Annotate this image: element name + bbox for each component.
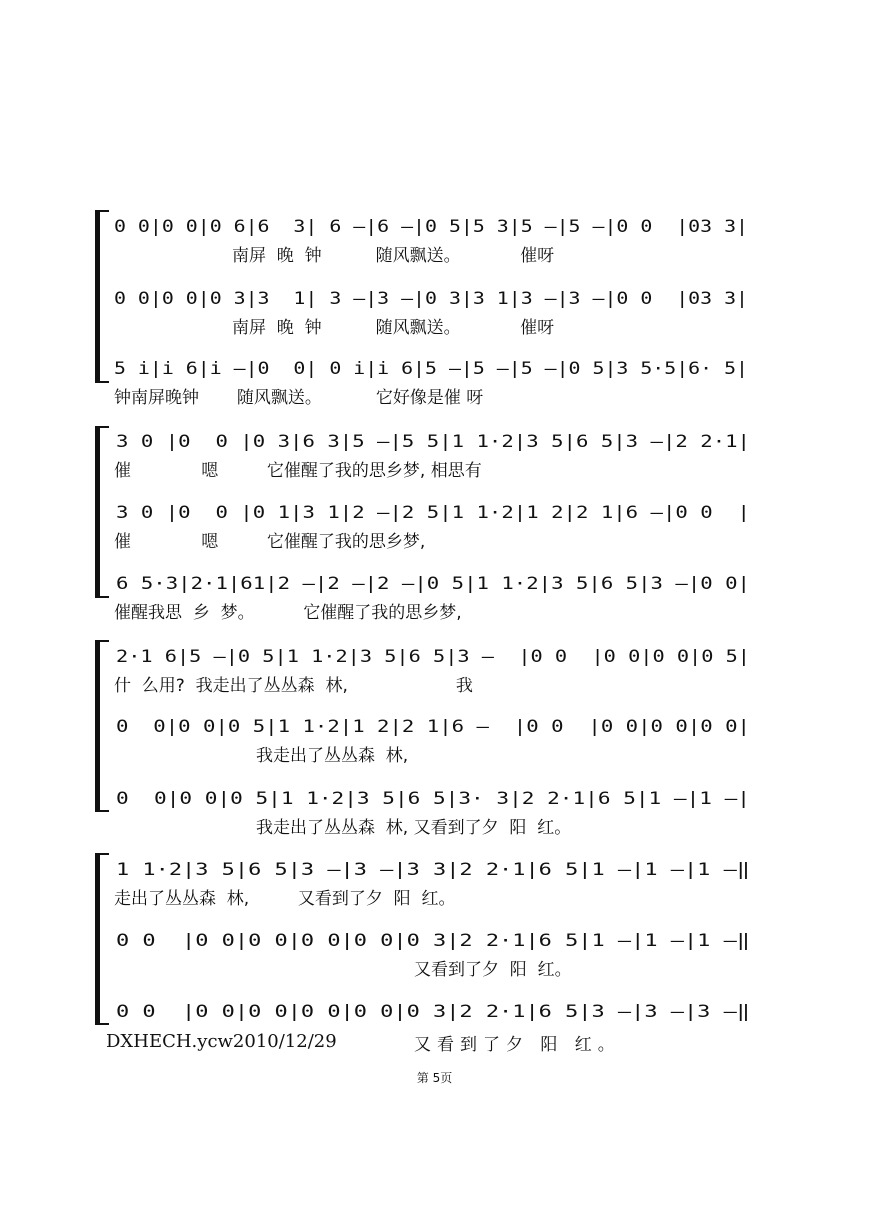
- notation-line: 0 0|0 0|0 5|1 1·2|3 5|6 5|3· 3|2 2·1|6 5|1 –|1 –|: [116, 789, 750, 809]
- lyric-line: 钟南屏晚钟 随风飘送。 它好像是催 呀: [114, 388, 484, 408]
- notation-line: 0 0|0 0|0 5|1 1·2|1 2|2 1|6 – |0 0 |0 0|0 0|0 0|: [116, 717, 750, 737]
- lyric-2-1: [0, 459, 869, 487]
- staff-1-2: [0, 287, 869, 315]
- lyric-4-2: [0, 958, 869, 986]
- lyric-line: 催醒我思 乡 梦。 它催醒了我的思乡梦,: [114, 603, 462, 623]
- lyric-1-1: [0, 244, 869, 272]
- notation-line: 0 0 |0 0|0 0|0 0|0 0|0 3|2 2·1|6 5|1 –|1 –|1 –‖: [116, 931, 750, 951]
- staff-2-1: [0, 430, 869, 458]
- lyric-1-2: [0, 316, 869, 344]
- lyric-line: 我走出了丛丛森 林, 又看到了夕 阳 红。: [256, 818, 572, 838]
- lyric-3-1: [0, 674, 869, 702]
- notation-line: 3 0 |0 0 |0 3|6 3|5 –|5 5|1 1·2|3 5|6 5|3 –|2 2·1|: [116, 432, 750, 452]
- lyric-line: 我走出了丛丛森 林,: [256, 746, 409, 766]
- staff-3-1: [0, 645, 869, 673]
- lyric-line: 又看到了夕 阳 红。: [414, 960, 572, 980]
- staff-2-3: [0, 572, 869, 600]
- page-number: 第 5页: [416, 1071, 453, 1085]
- notation-line: 1 1·2|3 5|6 5|3 –|3 –|3 3|2 2·1|6 5|1 –|1 –|1 –‖: [116, 860, 750, 880]
- lyric-line: 什 么用? 我走出了丛丛森 林, 我: [114, 676, 473, 696]
- staff-2-2: [0, 501, 869, 529]
- notation-line: 2·1 6|5 –|0 5|1 1·2|3 5|6 5|3 – |0 0 |0 0|0 0|0 5|: [116, 647, 750, 667]
- staff-1-3: [0, 357, 869, 385]
- staff-4-3: [0, 1000, 869, 1028]
- notation-line: 6 5·3|2·1|61|2 –|2 –|2 –|0 5|1 1·2|3 5|6 5|3 –|0 0|: [116, 574, 750, 594]
- notation-line: 0 0 |0 0|0 0|0 0|0 0|0 3|2 2·1|6 5|3 –|3 –|3 –‖: [116, 1002, 750, 1022]
- signature-date: DXHECH.ycw2010/12/29: [106, 1031, 337, 1052]
- lyric-3-2: [0, 744, 869, 772]
- lyric-line: 走出了丛丛森 林, 又看到了夕 阳 红。: [114, 889, 456, 909]
- lyric-line: 南屏 晚 钟 随风飘送。 催呀: [232, 246, 555, 266]
- lyric-line: 南屏 晚 钟 随风飘送。 催呀: [232, 318, 555, 338]
- staff-3-2: [0, 715, 869, 743]
- lyric-1-3: [0, 386, 869, 414]
- staff-4-2: [0, 929, 869, 957]
- notation-line: 3 0 |0 0 |0 1|3 1|2 –|2 5|1 1·2|1 2|2 1|6 –|0 0 |: [116, 503, 750, 523]
- brace-top-tick: [99, 426, 109, 428]
- lyric-2-3: [0, 601, 869, 629]
- brace-top-tick: [99, 853, 109, 855]
- lyric-3-3: [0, 816, 869, 844]
- notation-line: 0 0|0 0|0 6|6 3| 6 –|6 –|0 5|5 3|5 –|5 –|0 0 |03 3|: [114, 217, 748, 237]
- staff-4-1: [0, 858, 869, 886]
- lyric-line: 催 嗯 它催醒了我的思乡梦, 相思有: [114, 461, 482, 481]
- lyric-line: 催 嗯 它催醒了我的思乡梦,: [114, 532, 426, 552]
- lyric-4-3: 又看到了夕 阳 红。: [414, 1035, 621, 1055]
- notation-line: 0 0|0 0|0 3|3 1| 3 –|3 –|0 3|3 1|3 –|3 –|0 0 |03 3|: [114, 289, 748, 309]
- brace-top-tick: [99, 640, 109, 642]
- lyric-4-1: [0, 887, 869, 915]
- brace-top-tick: [99, 210, 109, 212]
- staff-1-1: [0, 215, 869, 243]
- notation-line: 5 i|i 6|i –|0 0| 0 i|i 6|5 –|5 –|5 –|0 5|3 5·5|6· 5|: [114, 359, 748, 379]
- staff-3-3: [0, 787, 869, 815]
- lyric-2-2: [0, 530, 869, 558]
